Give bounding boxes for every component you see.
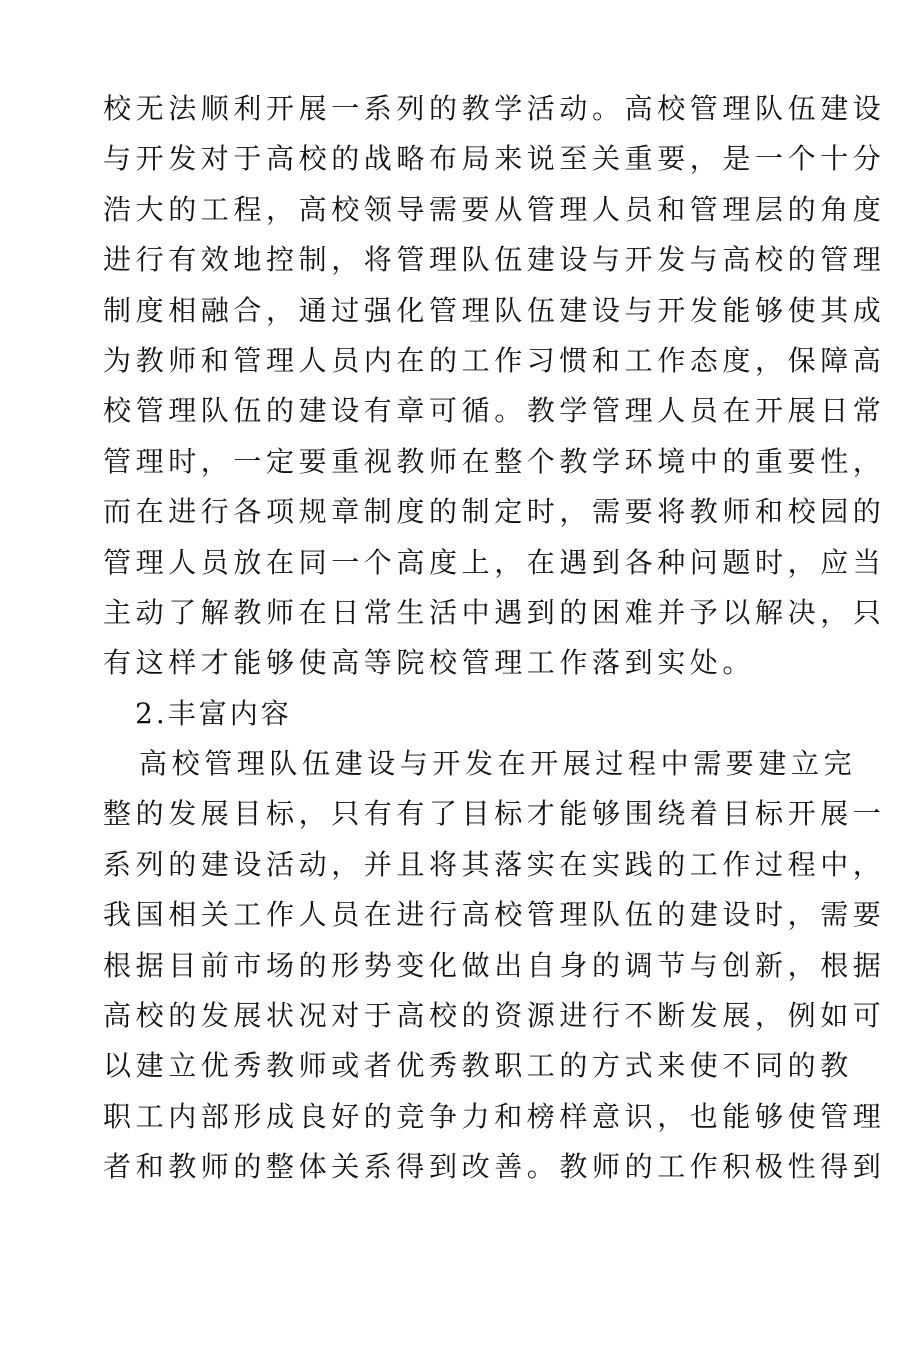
section-heading: 2.丰富内容	[135, 696, 292, 730]
text-line: 系列的建设活动，并且将其落实在实践的工作过程中，	[103, 847, 886, 881]
text-line: 高校的发展状况对于高校的资源进行不断发展，例如可	[103, 999, 886, 1033]
text-line: 主动了解教师在日常生活中遇到的困难并予以解决，只	[103, 595, 886, 629]
text-line: 管理人员放在同一个高度上，在遇到各种问题时，应当	[103, 545, 886, 579]
paragraph-continued	[103, 84, 886, 689]
text-line: 校无法顺利开展一系列的教学活动。高校管理队伍建设	[103, 92, 886, 125]
text-line: 为教师和管理人员内在的工作习惯和工作态度，保障高	[103, 343, 886, 377]
text-line: 以建立优秀教师或者优秀教职工的方式来使不同的教	[103, 1049, 853, 1083]
text-line: 根据目前市场的形势变化做出自身的调节与创新，根据	[103, 948, 886, 982]
text-line: 整的发展目标，只有有了目标才能够围绕着目标开展一	[103, 797, 886, 831]
text-line: 制度相融合，通过强化管理队伍建设与开发能够使其成	[103, 293, 886, 327]
text-line: 与开发对于高校的战略布局来说至关重要，是一个十分	[103, 142, 886, 176]
text-line: 我国相关工作人员在进行高校管理队伍的建设时，需要	[103, 898, 886, 932]
text-line: 校管理队伍的建设有章可循。教学管理人员在开展日常	[103, 394, 886, 428]
text-line: 有这样才能够使高等院校管理工作落到实处。	[103, 646, 756, 680]
text-line: 而在进行各项规章制度的制定时，需要将教师和校园的	[103, 495, 886, 529]
text-line: 者和教师的整体关系得到改善。教师的工作积极性得到	[103, 1150, 886, 1184]
text-line: 管理时，一定要重视教师在整个教学环境中的重要性，	[103, 444, 886, 478]
document-body	[103, 84, 886, 1193]
text-line: 进行有效地控制，将管理队伍建设与开发与高校的管理	[103, 243, 886, 277]
paragraph	[103, 739, 886, 1193]
text-line: 职工内部形成良好的竞争力和榜样意识，也能够使管理	[103, 1099, 886, 1133]
text-line-first: 高校管理队伍建设与开发在开展过程中需要建立完	[139, 747, 857, 781]
text-line: 浩大的工程，高校领导需要从管理人员和管理层的角度	[103, 192, 886, 226]
